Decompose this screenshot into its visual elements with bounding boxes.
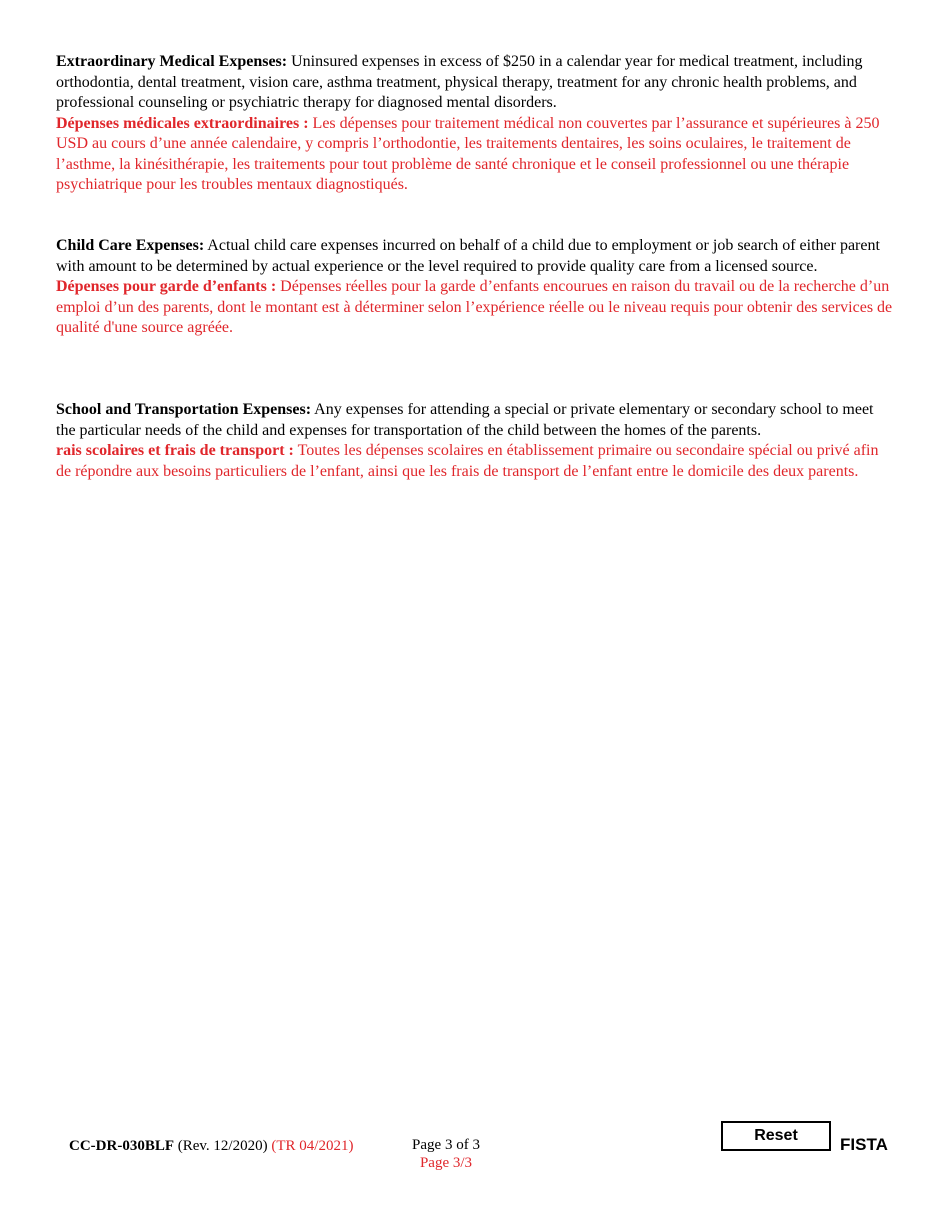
form-id: CC-DR-030BLF bbox=[69, 1138, 174, 1154]
reset-button[interactable]: Reset bbox=[721, 1121, 831, 1151]
medical-expenses-french bbox=[56, 114, 896, 196]
medical-expenses-text-fr: Les dépenses pour traitement médical non couvertes par l’assurance et supérieures à 250 USD au cours d’une année calendaire, y compris l’orthodontie, les traitements dentaires, les soins oculaires, le traitement de l’asthme, la kinésithérapie, les traitements pour tout problème de santé chronique et le conseil professionnel ou une thérapie psychiatrique pour les troubles mentaux diagnostiqués. bbox=[56, 114, 880, 193]
child-care-expenses-text-fr: Dépenses réelles pour la garde d’enfants encourues en raison du travail ou de la recherche d’un emploi d’un des parents, dont le montant est à déterminer selon l’expérience réelle ou le niveau requis pour obtenir des services de qualité d'une source agréée. bbox=[56, 278, 893, 336]
child-care-expenses-label-fr: Dépenses pour garde d’enfants : bbox=[56, 278, 277, 295]
child-care-expenses-text: Actual child care expenses incurred on behalf of a child due to employment or job search of either parent with amount to be determined by actual experience or the level required to provide quality care from a licensed source. bbox=[56, 237, 880, 275]
child-care-expenses-english bbox=[56, 236, 896, 277]
medical-expenses-section bbox=[56, 52, 896, 196]
medical-expenses-english bbox=[56, 52, 896, 114]
medical-expenses-label-fr: Dépenses médicales extraordinaires : bbox=[56, 114, 309, 132]
child-care-expenses-label: Child Care Expenses: bbox=[56, 237, 205, 254]
child-care-expenses-section bbox=[56, 236, 896, 339]
page-number bbox=[396, 1136, 496, 1172]
page-number-french: Page 3/3 bbox=[419, 1155, 473, 1171]
school-transportation-french bbox=[56, 441, 896, 482]
school-transportation-text: Any expenses for attending a special or private elementary or secondary school to meet the particular needs of the child and expenses for transportation of the child between the homes of the parents. bbox=[56, 401, 874, 439]
child-care-expenses-french bbox=[56, 277, 896, 339]
form-identifier bbox=[69, 1136, 353, 1156]
form-revision: (Rev. 12/2020) bbox=[174, 1138, 272, 1154]
school-transportation-label: School and Transportation Expenses: bbox=[56, 401, 312, 418]
medical-expenses-label: Extraordinary Medical Expenses: bbox=[56, 53, 288, 70]
school-transportation-label-fr: rais scolaires et frais de transport : bbox=[56, 442, 294, 459]
school-transportation-expenses-section bbox=[56, 400, 896, 482]
school-transportation-english bbox=[56, 400, 896, 441]
translation-revision: (TR 04/2021) bbox=[271, 1138, 354, 1154]
page-number-english: Page 3 of 3 bbox=[412, 1137, 480, 1153]
medical-expenses-text: Uninsured expenses in excess of $250 in a calendar year for medical treatment, including orthodontia, dental treatment, vision care, asthma treatment, physical therapy, treatment for any chronic health problems, and professional counseling or psychiatric therapy for diagnosed mental disorders. bbox=[56, 53, 863, 111]
fista-brand: FISTA bbox=[840, 1135, 888, 1154]
school-transportation-text-fr: Toutes les dépenses scolaires en établissement primaire ou secondaire spécial ou privé afin de répondre aux besoins particuliers de l’enfant, ainsi que les frais de transport de l’enfant entre le domicile des deux parents. bbox=[56, 442, 879, 480]
